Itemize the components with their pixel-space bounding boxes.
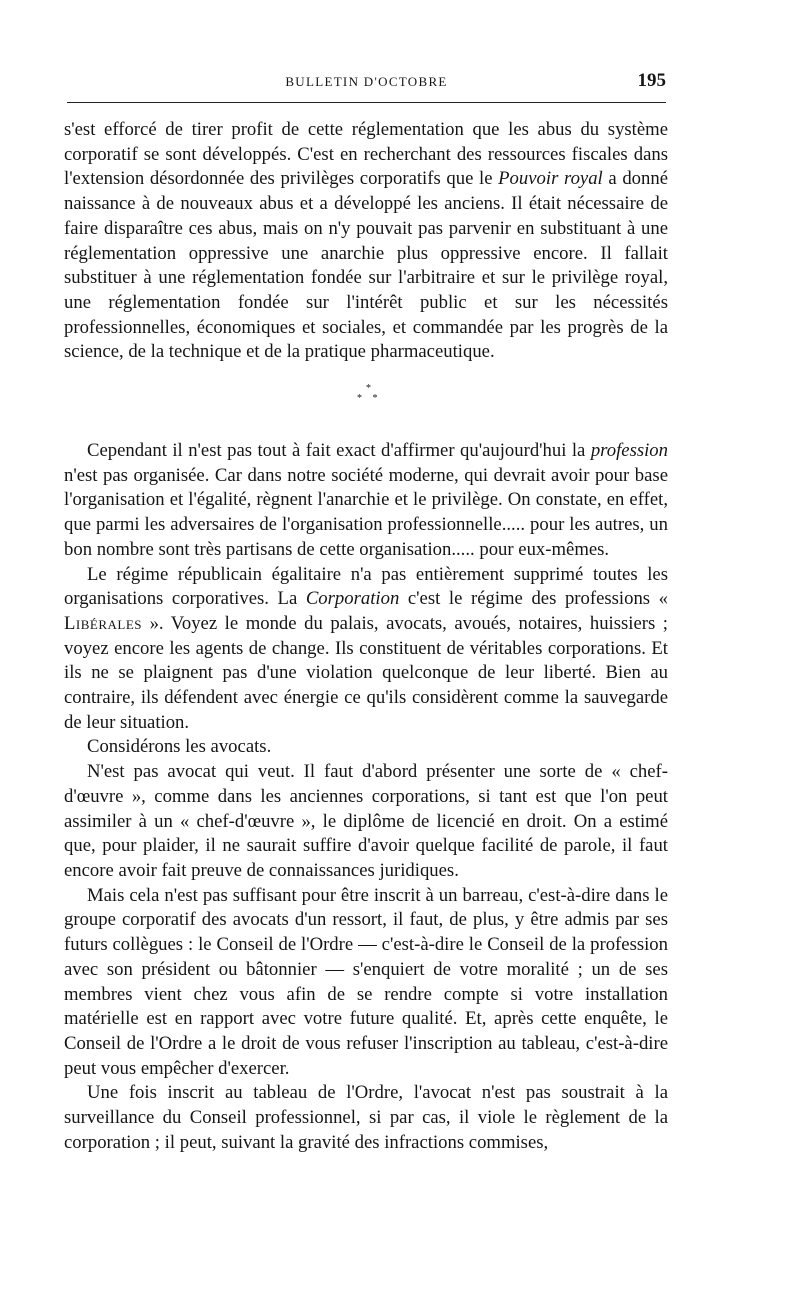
page-header [67, 70, 666, 98]
paragraph-3: Le régime républicain égalitaire n'a pas entièrement supprimé toutes les organisations corporatives. La Corporation c'est le régime des professions « Libérales ». Voyez le monde du palais, avocats, avoués, notaires, huissiers ; voyez encore les agents de change. Ils constituent de véritables corporations. Et ils ne se plaignent pas d'une violation quelconque de leur liberté. Bien au contraire, ils défendent avec énergie ce qu'ils considèrent comme la sauvegarde de leur situation. [64, 563, 668, 733]
running-title: BULLETIN D'OCTOBRE [285, 74, 448, 89]
paragraph-2: Cependant il n'est pas tout à fait exact d'affirmer qu'aujourd'hui la profession n'est pas organisée. Car dans notre société moderne, qui devrait avoir pour base l'organisation et l'égalité, règnent l'anarchie et le privilège. On constate, en effet, que parmi les adversaires de l'organisation professionnelle..... pour les autres, un bon nombre sont très partisans de cette organisation..... pour eux-mêmes. [64, 440, 668, 560]
body-text [64, 118, 668, 1155]
paragraph-1: s'est efforcé de tirer profit de cette réglementation que les abus du système corporatif se sont développés. C'est en recherchant des ressources fiscales dans l'extension désordonnée des privilèges corporatifs que le Pouvoir royal a donné naissance à de nouveaux abus et a développé les anciens. Il était nécessaire de faire disparaître ces abus, mais on n'y pouvait pas parvenir en substituant à une réglementation oppressive une anarchie plus oppressive encore. Il fallait substituer à une réglementation fondée sur l'arbitraire et sur le privilège royal, une réglementation fondée sur l'intérêt public et sur les nécessités professionnelles, économiques et sociales, et commandée par les progrès de la science, de la technique et de la pratique pharmaceutique. [64, 119, 668, 363]
section-separator-asterism: * * * [357, 383, 382, 405]
paragraph-4: Considérons les avocats. [87, 736, 272, 758]
paragraph-7: Une fois inscrit au tableau de l'Ordre, l'avocat n'est pas soustrait à la surveillance du Conseil professionnel, si par cas, il viole le règlement de la corporation ; il peut, suivant la gravité des infractions commises, [64, 1082, 668, 1153]
paragraph-6: Mais cela n'est pas suffisant pour être inscrit à un barreau, c'est-à-dire dans le groupe corporatif des avocats d'un ressort, il faut, de plus, y être admis par ses futurs collègues : le Conseil de l'Ordre — c'est-à-dire le Conseil de la profession avec son président ou bâtonnier — s'enquiert de votre moralité ; un de ses membres vient chez vous afin de se rendre compte si votre installation matérielle est en rapport avec votre future qualité. Et, après cette enquête, le Conseil de l'Ordre a le droit de vous refuser l'inscription au tableau, c'est-à-dire peut vous empêcher d'exercer. [64, 884, 668, 1079]
paragraph-5: N'est pas avocat qui veut. Il faut d'abord présenter une sorte de « chef-d'œuvre », comme dans les anciennes corporations, si tant est que l'on peut assimiler à un « chef-d'œuvre », le diplôme de licencié en droit. On a estimé que, pour plaider, il ne saurait suffire d'avoir quelque facilité de parole, il faut encore avoir fait preuve de connaissances juridiques. [64, 761, 668, 881]
page-number: 195 [637, 70, 666, 91]
header-rule [67, 102, 666, 103]
